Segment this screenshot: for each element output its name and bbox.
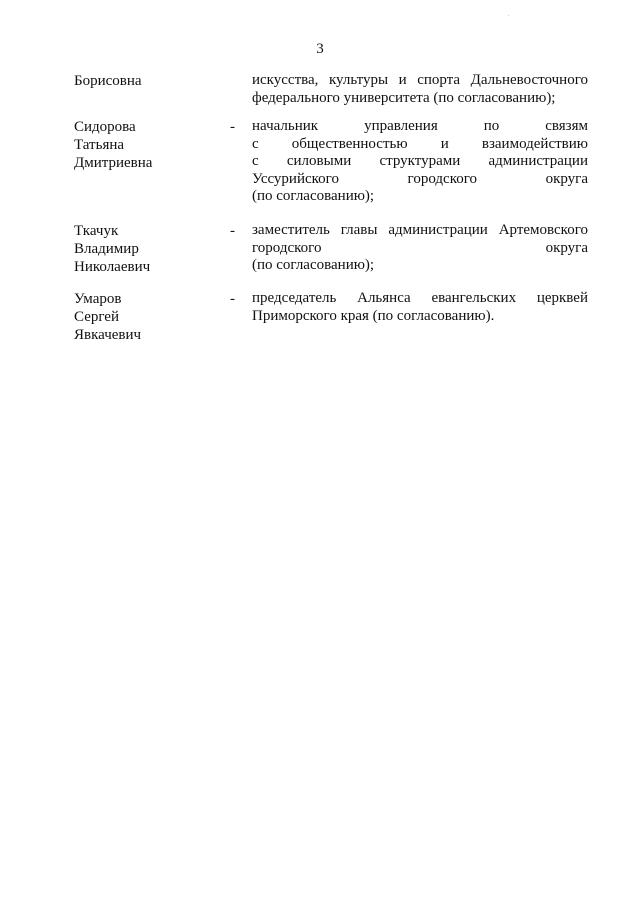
member-name-line: Сидорова — [74, 119, 136, 135]
position-line: (по согласованию); — [252, 257, 375, 273]
member-name-line: Владимир — [74, 241, 139, 257]
member-name-line: Дмитриевна — [74, 155, 153, 171]
member-name-line: Явкачевич — [74, 327, 142, 343]
member-name-line: Сергей — [74, 309, 119, 325]
member-name-line: Ткачук — [74, 223, 119, 239]
position-line: городского округа — [252, 239, 588, 256]
position-line: (по согласованию); — [252, 188, 375, 204]
member-position — [252, 118, 588, 206]
member-name — [74, 72, 224, 90]
member-position — [252, 72, 588, 107]
member-name — [74, 222, 224, 276]
position-line: заместитель главы администрации Артемовского — [252, 222, 588, 238]
position-line: федерального университета (по согласованию); — [252, 89, 556, 106]
member-name-line: Татьяна — [74, 137, 125, 153]
scan-mark: . — [508, 12, 510, 18]
position-line: Уссурийского городского округа — [252, 170, 588, 187]
position-line: с силовыми структурами администрации — [252, 153, 588, 169]
member-position — [252, 222, 588, 275]
position-line: председатель Альянса евангельских церквей — [252, 290, 588, 306]
page-number: 3 — [316, 41, 324, 57]
entry-dash: - — [230, 119, 235, 135]
position-line: начальник управления по связям — [252, 118, 588, 134]
entry-dash: - — [230, 291, 235, 307]
position-line: с общественностью и взаимодействию — [252, 135, 588, 152]
position-line: Приморского края (по согласованию). — [252, 307, 495, 324]
member-position — [252, 290, 588, 325]
member-name-line: Борисовна — [74, 73, 142, 89]
member-name-line: Николаевич — [74, 259, 151, 275]
member-name — [74, 118, 224, 172]
entry-dash: - — [230, 223, 235, 239]
member-name — [74, 290, 224, 344]
member-name-line: Умаров — [74, 291, 122, 307]
position-line: искусства, культуры и спорта Дальневосточного — [252, 72, 588, 88]
